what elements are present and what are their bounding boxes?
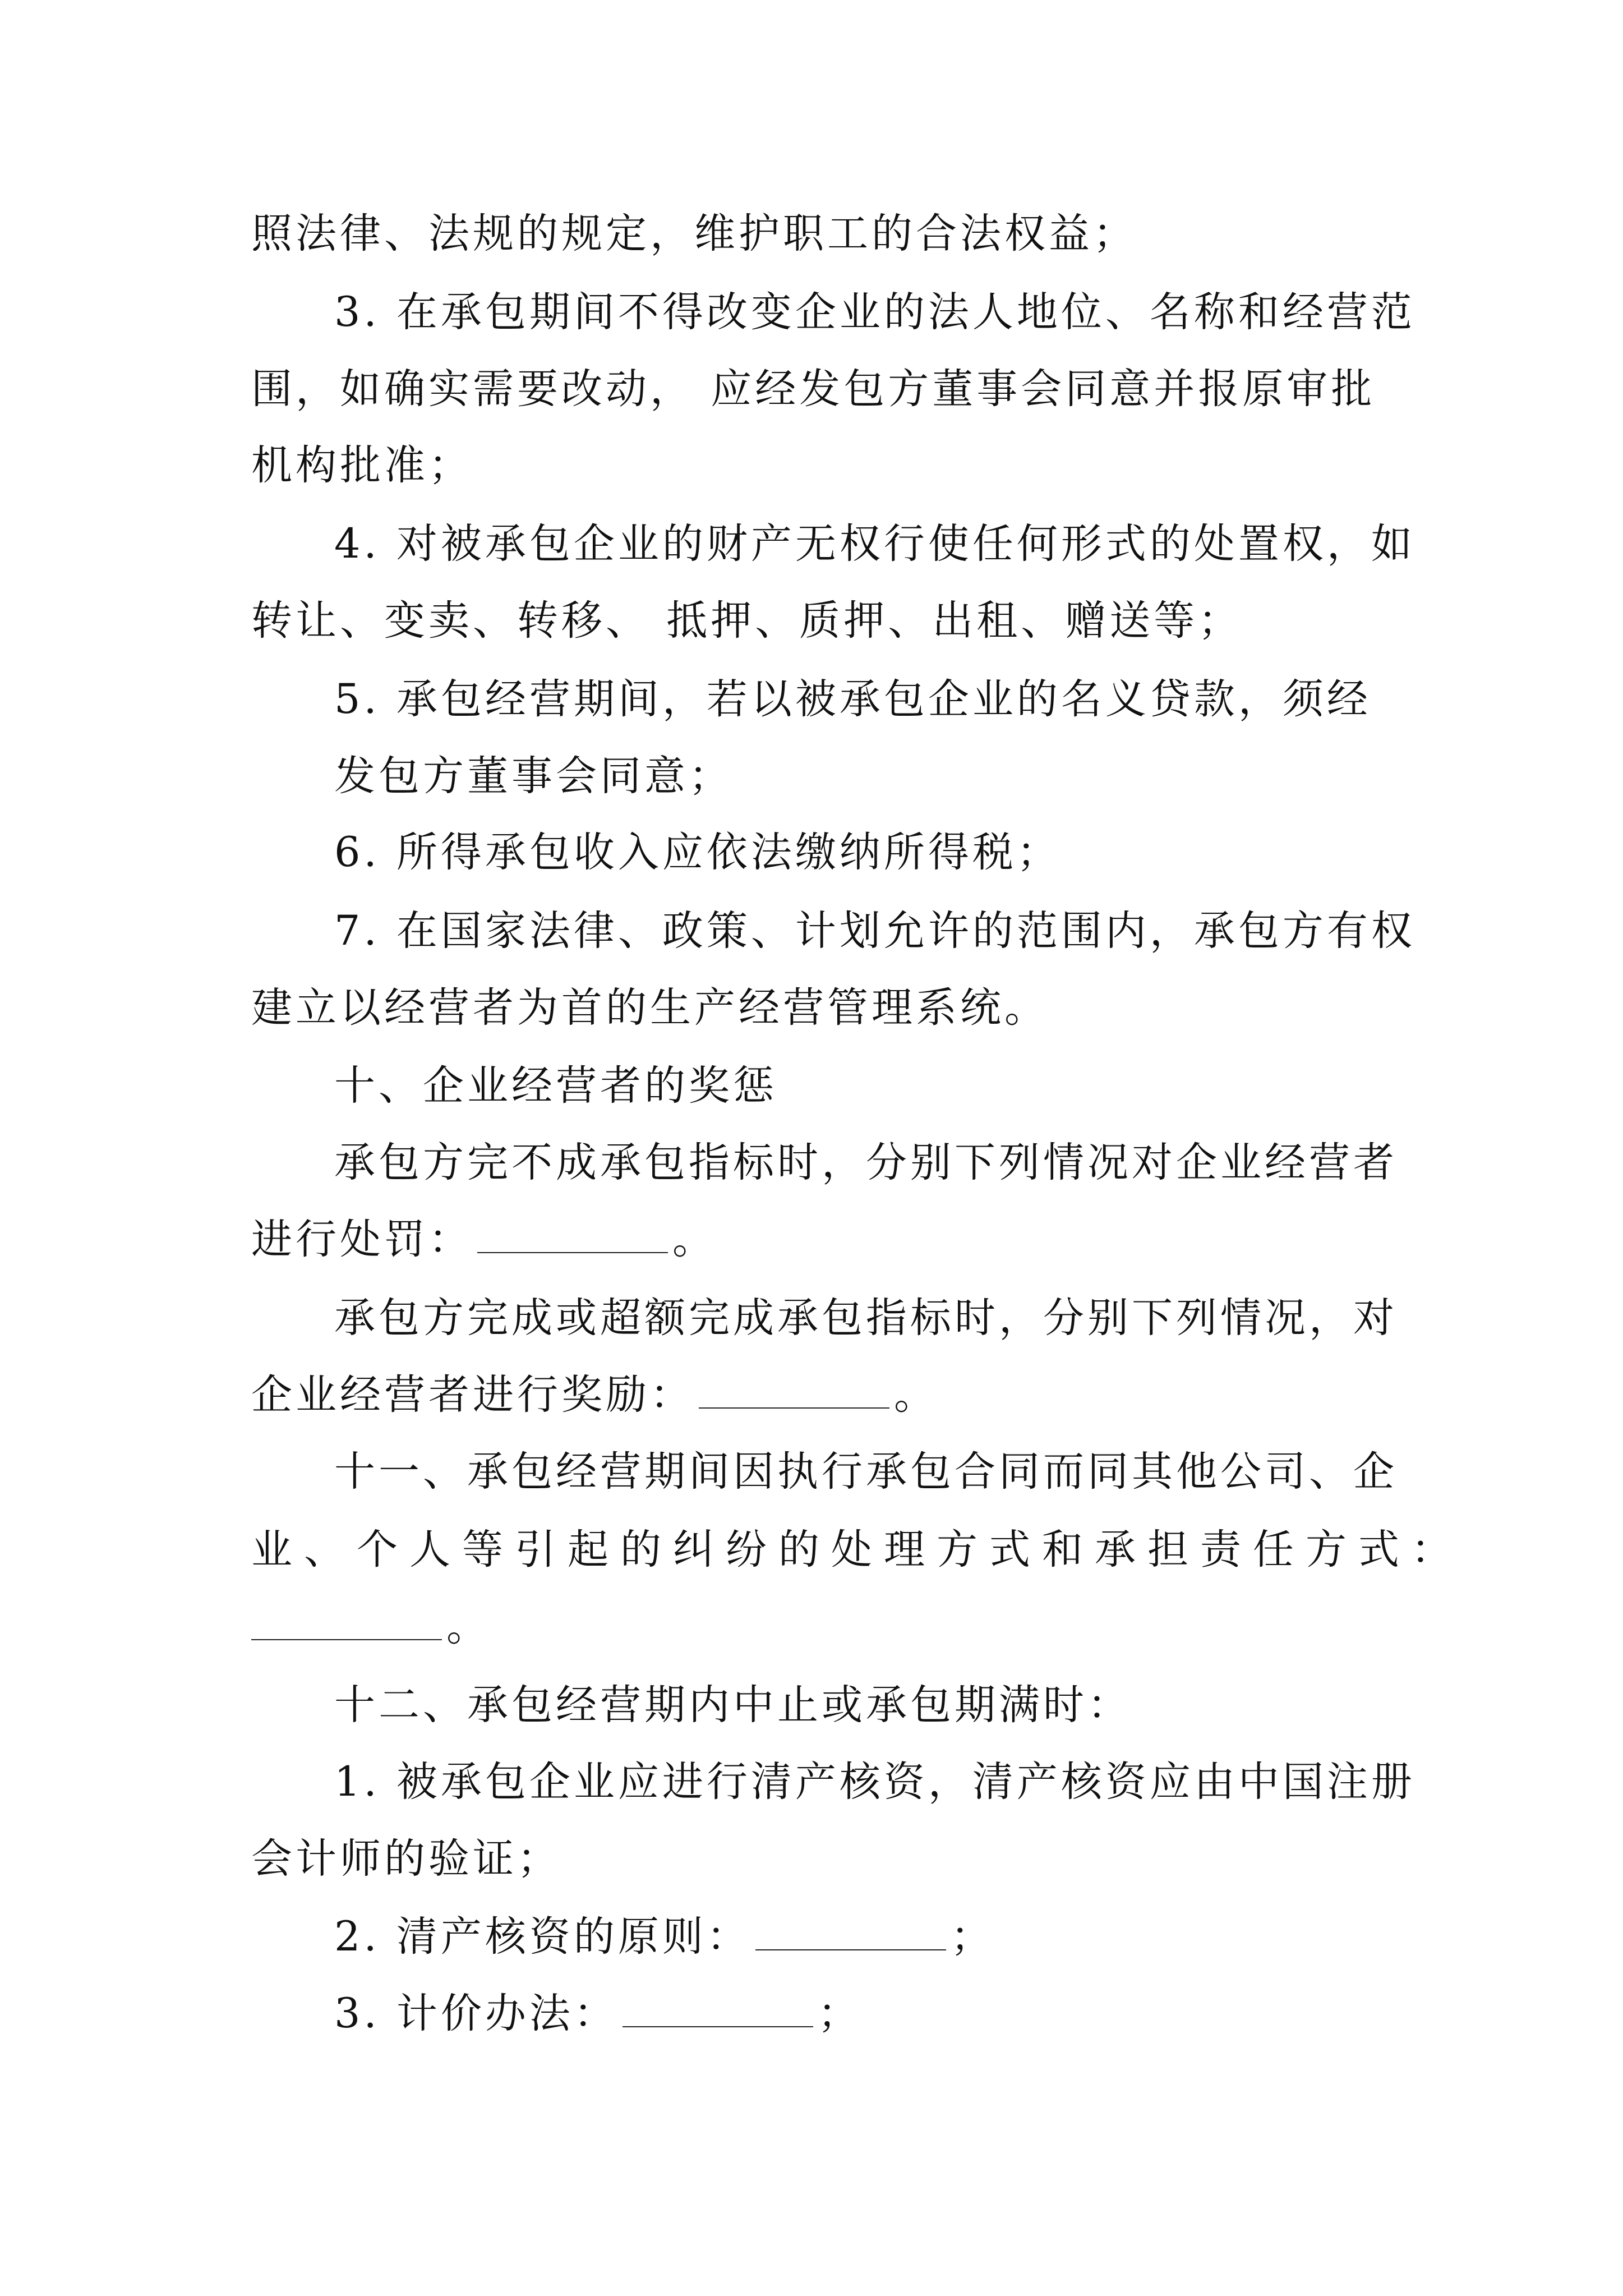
section-12-item-3 — [334, 1986, 862, 2042]
audit-principle-blank — [755, 1909, 946, 1950]
clause-3-line-1: 3. 在承包期间不得改变企业的法人地位、名称和经营范 — [334, 288, 1415, 336]
penalty-label: 进行处罚： — [251, 1216, 473, 1263]
clause-5-line-1: 5. 承包经营期间，若以被承包企业的名义贷款，须经 — [334, 675, 1371, 723]
clause-4-line-2: 转让、变卖、转移、 抵押、质押、出租、赠送等； — [251, 597, 1243, 645]
clause-7-line-1: 7. 在国家法律、政策、计划允许的范围内，承包方有权 — [334, 907, 1415, 955]
clause-5-line-2: 发包方董事会同意； — [334, 752, 733, 800]
audit-principle-end-mark: ； — [950, 1913, 995, 1961]
pricing-method-end-mark: ； — [817, 1990, 862, 2037]
section-11-line-3 — [251, 1599, 491, 1655]
reward-line-1: 承包方完成或超额完成承包指标时，分别下列情况，对 — [334, 1294, 1398, 1342]
pricing-method-label: 3. 计价办法： — [334, 1990, 618, 2037]
clause-7-line-2: 建立以经营者为首的生产经营管理系统。 — [251, 984, 1049, 1032]
section-12-heading: 十二、承包经营期内中止或承包期满时： — [334, 1681, 1132, 1729]
reward-blank — [699, 1367, 889, 1409]
section-12-item-1-line-2: 会计师的验证； — [251, 1835, 561, 1883]
audit-principle-label: 2. 清产核资的原则： — [334, 1913, 751, 1961]
dispute-end-mark: 。 — [446, 1603, 491, 1650]
section-12-item-1-line-1: 1. 被承包企业应进行清产核资，清产核资应由中国注册 — [334, 1758, 1415, 1806]
reward-line-2 — [251, 1367, 938, 1423]
penalty-line-1: 承包方完不成承包指标时，分别下列情况对企业经营者 — [334, 1139, 1398, 1186]
clause-3-line-3: 机构批准； — [251, 441, 473, 489]
section-11-line-1: 十一、承包经营期间因执行承包合同而同其他公司、企 — [334, 1448, 1398, 1496]
section-10-heading: 十、企业经营者的奖惩 — [334, 1062, 777, 1110]
penalty-end-mark: 。 — [672, 1216, 717, 1263]
clause-3-line-2: 围，如确实需要改动， 应经发包方董事会同意并报原审批 — [251, 365, 1376, 413]
penalty-blank — [477, 1212, 668, 1253]
reward-label: 企业经营者进行奖励： — [251, 1371, 694, 1419]
section-11-line-2: 业、个人等引起的纠纷的处理方式和承担责任方式： — [251, 1526, 1464, 1573]
pricing-method-blank — [623, 1986, 813, 2027]
text-line: 照法律、法规的规定，维护职工的合法权益； — [251, 210, 1137, 257]
clause-4-line-1: 4. 对被承包企业的财产无权行使任何形式的处置权，如 — [334, 520, 1415, 568]
penalty-line-2 — [251, 1212, 717, 1268]
section-12-item-2 — [334, 1909, 995, 1965]
reward-end-mark: 。 — [894, 1371, 938, 1419]
clause-6-line: 6. 所得承包收入应依法缴纳所得税； — [334, 829, 1061, 876]
dispute-blank — [251, 1599, 442, 1640]
